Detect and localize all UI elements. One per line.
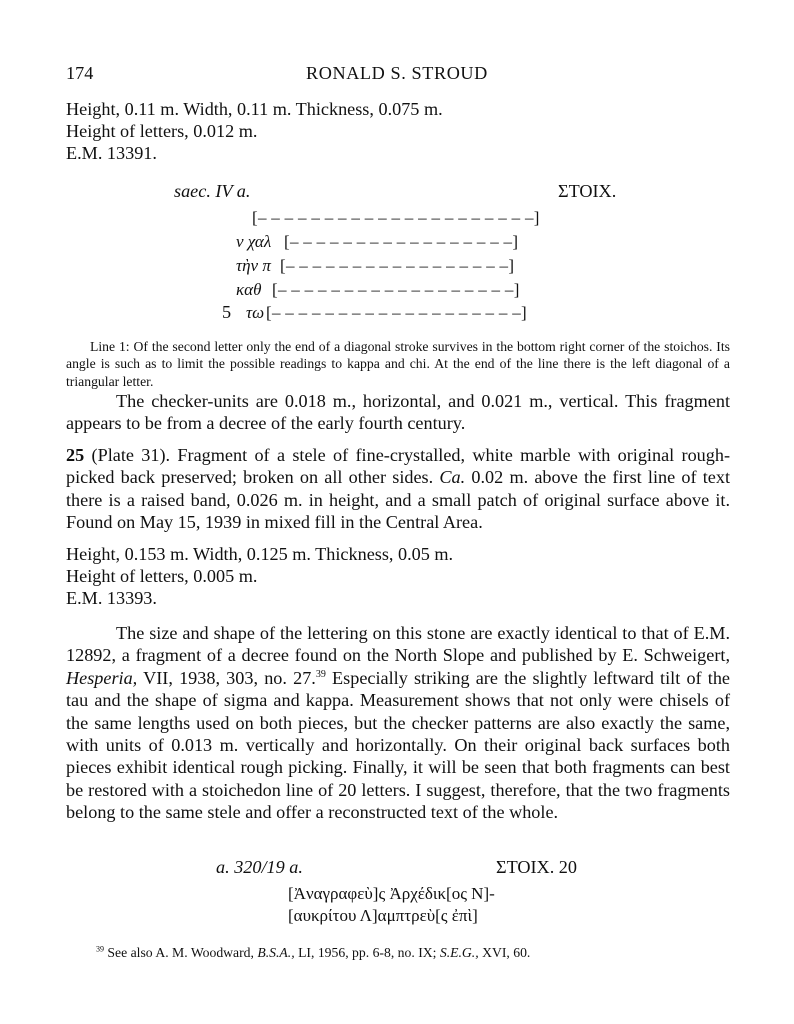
epigraphic-note: Line 1: Of the second letter only the end of a diagonal stroke survives in the bottom right corner of the stoichos. Its angle is such as to limit the possible readings to kappa and chi. At the end of the line there is the left diagonal of a triangular letter. [66, 339, 730, 389]
inscription-1-stoichedon: ΣTOIX. [558, 181, 617, 201]
inscription-1-line-text: ν χαλ [236, 232, 272, 251]
entry-25-description [66, 444, 730, 534]
footnote-number: 39 [96, 944, 104, 954]
footnote-text-b: LI, 1956, pp. 6-8, no. IX; [298, 945, 437, 960]
journal-abbrev-seg: S.E.G., [439, 945, 479, 960]
inscription-1-date: saec. IV a. [174, 181, 251, 201]
inscription-1-line: [– – – – – – – – – – – – – – – – – –] [272, 280, 520, 299]
journal-abbrev-bsa: B.S.A., [257, 945, 295, 960]
inscription-2-stoichedon: ΣTOIX. 20 [496, 857, 577, 877]
running-title: RONALD S. STROUD [306, 63, 488, 83]
inscription-1-line-text: τω [246, 303, 265, 322]
inscription-1-line: [– – – – – – – – – – – – – – – – –] [284, 232, 519, 251]
page-number: 174 [66, 63, 94, 83]
dimensions-1: Height, 0.11 m. Width, 0.11 m. Thickness, 0.075 m. [66, 99, 443, 119]
inscription-1-line-text: καθ [236, 280, 262, 299]
paragraph-checker-units: The checker-units are 0.018 m., horizontal, and 0.021 m., vertical. This fragment appears to be from a decree of the early fourth century. [66, 391, 730, 434]
inscription-1-line: [– – – – – – – – – – – – – – – – – – – – –] [252, 208, 540, 227]
inscription-2-date: a. 320/19 a. [216, 857, 303, 877]
footnote-text-a: See also A. M. Woodward, [107, 945, 254, 960]
letter-height-2: Height of letters, 0.005 m. [66, 566, 258, 586]
para-2-text-c: Especially striking are the slightly leftward tilt of the tau and the shape of sigma and kappa. Measurement shows that not only were chisels of the same lengths used on both pieces, but the checker patterns are also exactly the same, with units of 0.013 m. vertically and horizontally. On their original back surfaces both pieces exhibit identical rough picking. Finally, it will be seen that both fragments can best be restored with a stoichedon line of 20 letters. I suggest, therefore, that the two fragments belong to the same stele and offer a reconstructed text of the whole. [66, 667, 730, 823]
paragraph-comparison [66, 622, 730, 824]
em-number-2: E.M. 13393. [66, 588, 157, 608]
dimensions-2: Height, 0.153 m. Width, 0.125 m. Thickness, 0.05 m. [66, 544, 454, 564]
para-2-text-b: VII, 1938, 303, no. 27. [143, 667, 316, 688]
entry-25-text-a: Fragment of a stele of fine-crystalled, white marble with original rough-picked back preserved; broken on all other sides. [66, 445, 731, 488]
line-number: 5 [222, 302, 232, 322]
inscription-2-line-2: [αυκρίτου Λ]αμπτρεὺ[ς ἐπὶ] [288, 906, 478, 925]
entry-25-text-b: 0.02 m. above the first line of text there is a raised band, 0.026 m. in height, and a small patch of original surface above it. Found on May 15, 1939 in mixed fill in the Central Area. [66, 467, 731, 533]
inscription-1-line: [– – – – – – – – – – – – – – – – – – –] [266, 303, 528, 322]
entry-number: 25 [66, 445, 85, 465]
inscription-1-line: [– – – – – – – – – – – – – – – – –] [280, 256, 515, 275]
footnote-text-c: XVI, 60. [482, 945, 531, 960]
circa-abbrev: Ca. [439, 467, 466, 488]
footnote [96, 944, 530, 961]
inscription-2-line-1: [Ἀναγραφεὺ]ς Ἀρχέδικ[ος Ν]- [288, 884, 495, 903]
para-2-text-a: The size and shape of the lettering on this stone are exactly identical to that of E.M. 12892, a fragment of a decree found on the North Slope and published by E. Schweigert, [66, 623, 730, 666]
letter-height-1: Height of letters, 0.012 m. [66, 121, 258, 141]
em-number-1: E.M. 13391. [66, 143, 157, 163]
inscription-1-line-text: τὴν π [236, 256, 271, 275]
plate-reference: (Plate 31). [91, 445, 171, 465]
journal-title: Hesperia, [66, 667, 138, 688]
footnote-reference[interactable]: 39 [315, 668, 326, 680]
